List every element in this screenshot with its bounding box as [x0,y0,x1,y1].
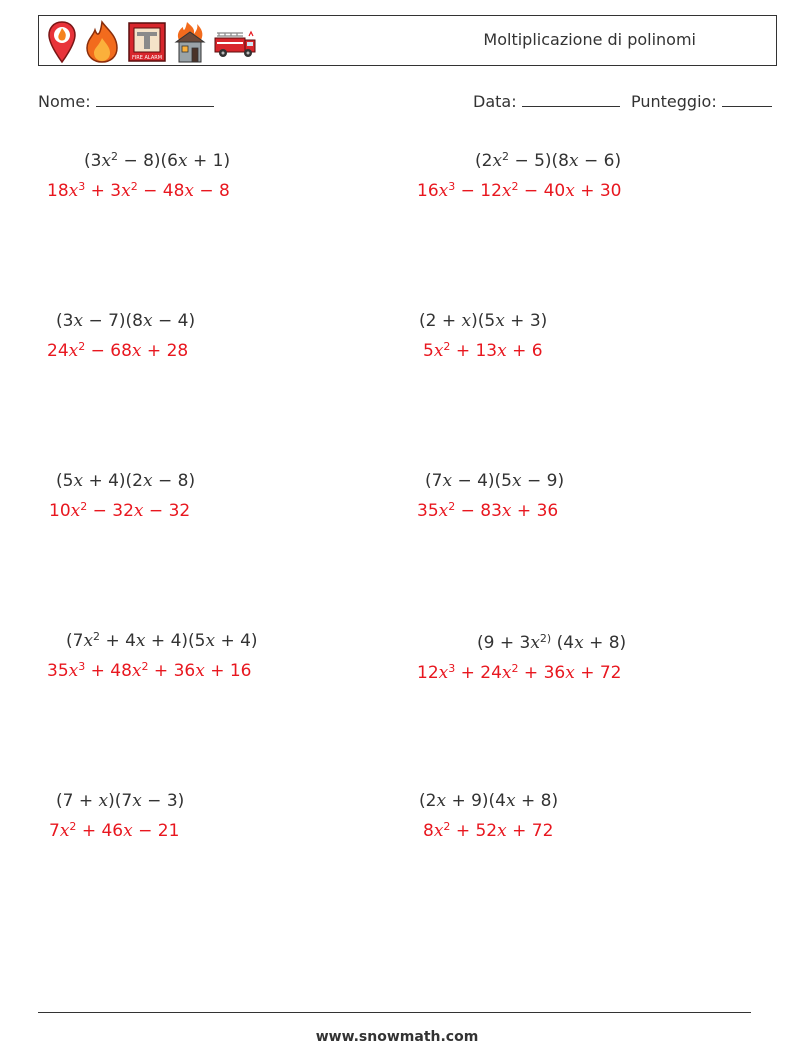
score-field[interactable] [631,92,772,111]
problem-5: (5x + 4)(2x − 8) [56,471,196,491]
score-label: Punteggio: [631,92,717,111]
footer-url[interactable]: www.snowmath.com [315,1029,479,1045]
answer-7: $35x^3 + 48x^2 + 36x + 16$ [47,660,252,681]
fire-truck-icon [213,20,257,64]
problem-7: $(7x^2 + 4x + 4)(5x + 4)$ [66,630,258,651]
answer-2: $16x^3 - 12x^2 - 40x + 30$ [417,180,622,201]
answer-3: $24x^2 - 68x + 28$ [47,340,189,361]
worksheet-header [38,15,777,66]
flame-icon [83,20,121,64]
name-label: Nome: [38,92,91,111]
score-blank[interactable] [722,92,772,107]
name-field[interactable] [38,92,214,111]
answer-1: $18x^3 + 3x^2 - 48x - 8$ [47,180,230,201]
answer-6: $35x^2 - 83x + 36$ [417,500,559,521]
date-label: Data: [473,92,517,111]
answer-10: $8x^2 + 52x + 72$ [423,820,554,841]
date-field[interactable] [473,92,620,111]
problem-10: (2x + 9)(4x + 8) [419,791,559,811]
fire-alarm-label: FIRE ALARM [131,55,163,61]
worksheet-title: Moltiplicazione di polinomi [483,30,696,49]
answer-9: $7x^2 + 46x - 21$ [49,820,180,841]
header-icons [47,20,257,64]
problem-4: (2 + x)(5x + 3) [419,311,548,331]
footer-divider [38,1012,751,1013]
problem-6: (7x − 4)(5x − 9) [425,471,565,491]
problem-8: ($9 + 3x^{2)}$ (4x + 8) [477,632,627,653]
date-blank[interactable] [522,92,620,107]
fire-alarm-icon [127,20,167,64]
problem-3: (3x − 7)(8x − 4) [56,311,196,331]
problem-2: $(2x^2 - 5)(8x - 6)$ [475,150,622,171]
location-fire-pin-icon [47,20,77,64]
problem-1: $(3x^2 - 8)(6x + 1)$ [84,150,231,171]
answer-8: $12x^3 + 24x^2 + 36x + 72$ [417,662,622,683]
burning-house-icon [173,20,207,64]
problem-9: (7 + x)(7x − 3) [56,791,185,811]
answer-4: $5x^2 + 13x + 6$ [423,340,543,361]
name-blank[interactable] [96,92,214,107]
answer-5: $10x^2 - 32x - 32$ [49,500,191,521]
